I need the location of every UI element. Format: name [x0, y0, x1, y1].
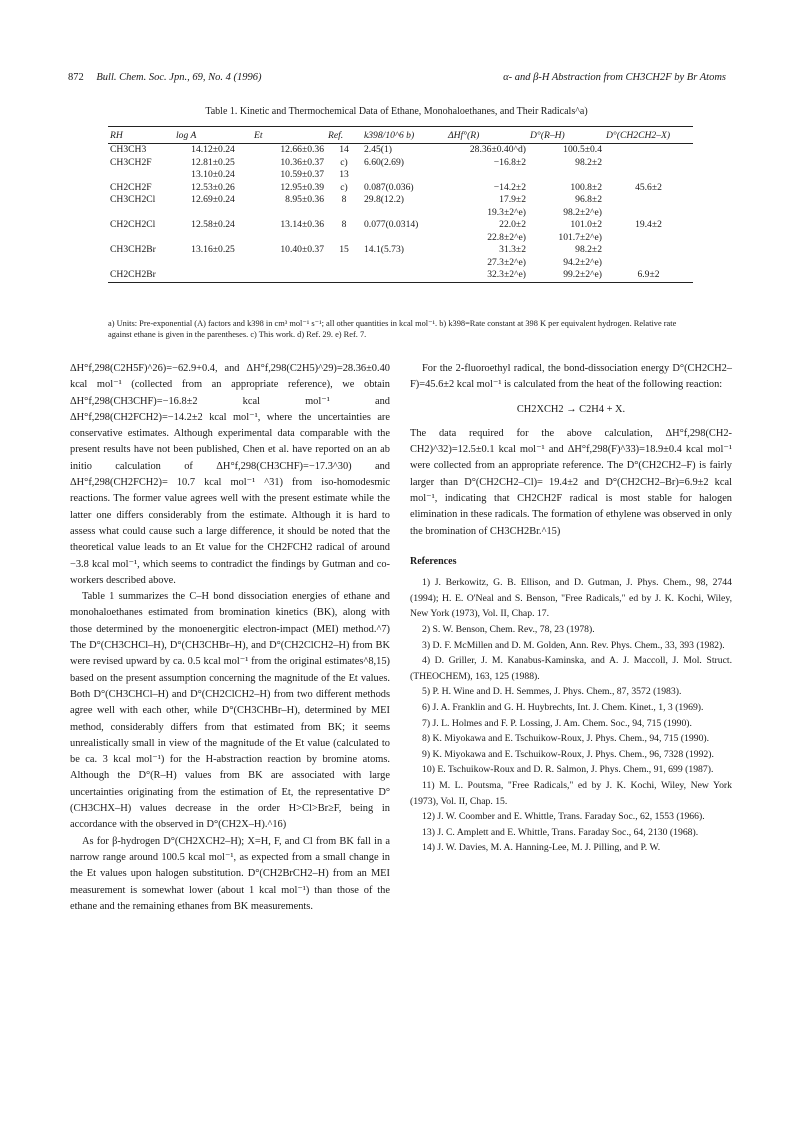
table-cell: 45.6±2: [635, 181, 662, 193]
table-cell: [174, 257, 252, 270]
table-cell: [604, 244, 693, 257]
table-header-row: [108, 127, 693, 144]
table-cell: 0.077(0.0314): [364, 219, 419, 230]
table-cell: 94.2±2^e): [563, 256, 602, 268]
reference-item: 7) J. L. Holmes and F. P. Lossing, J. Am. Chem. Soc., 94, 715 (1990).: [422, 717, 692, 729]
table-cell: [528, 169, 604, 182]
table-row: [108, 194, 693, 207]
table-cell: [604, 144, 693, 157]
reference-item: 13) J. C. Amplett and E. Whittle, Trans. Faraday Soc., 64, 2130 (1968).: [422, 826, 699, 838]
reference-item: 9) K. Miyokawa and E. Tschuikow-Roux, J. Phys. Chem., 96, 7328 (1992).: [422, 748, 714, 760]
table-cell: 10.59±0.37: [280, 169, 324, 180]
table-cell: [362, 257, 446, 270]
table-cell: [108, 169, 174, 182]
table-cell: 28.36±0.40^d): [469, 144, 526, 155]
table-cell: [252, 257, 326, 270]
table-cell: [362, 169, 446, 182]
table-cell: 13.16±0.25: [191, 244, 235, 255]
table-row: [108, 269, 693, 282]
table-cell: [252, 269, 326, 282]
table-cell: 100.5±0.4: [563, 144, 602, 155]
table-cell: 101.7±2^e): [558, 231, 602, 243]
table-cell: [362, 232, 446, 245]
table-cell: 10.36±0.37: [280, 156, 324, 168]
table-cell: 17.9±2: [499, 194, 526, 205]
table-cell: 6.9±2: [604, 269, 693, 282]
table-cell: 100.8±2: [570, 181, 602, 193]
table-cell: [604, 157, 693, 170]
table-cell: [174, 232, 252, 245]
table-cell: [326, 232, 362, 245]
references-heading: References: [410, 555, 457, 567]
left-paragraph-2: Table 1 summarizes the C–H bond dissociation energies of ethane and monohaloethanes estimated from bromination kinetics (BK), along with those determined by the monoenergitic electron-impact (MEI) method.^7) The D°(CH3CHCl–H), D°(CH3CHBr–H), and D°(CH2ClCH2–H) from BK were revised upward by ca. 0.5 kcal mol⁻¹ from the original estimates^8,15) based on the present assumption concerning the magnitude of the Et values. Both D°(CH3CHCl–H) and D°(CH2ClCH2–H) from two different methods agree well with each other, while D°(CH3CHBr–H), determined by MEI method, considerably differs from that estimated from BK; it seems unrealistically small in view of the magnitude of the Et value (calculated to be ca. 3 kcal mol⁻¹) for the H-abstraction reaction by bromine atoms. Although the D°(R–H) values from BK are associated with large uncertainties originating from the estimation of Et, the representative D°(CH3CHX–H) values decrease in the order H>Cl>Br≥F, being in accordance with the observed in D°(CH2X–H).^16): [70, 591, 390, 831]
table-row: [108, 244, 693, 257]
table-cell: CH2CH2Cl: [110, 219, 156, 230]
running-title: α- and β-H Abstraction from CH3CH2F by Br Atoms: [503, 72, 726, 83]
table-cell: 8: [341, 219, 347, 230]
reference-item: 5) P. H. Wine and D. H. Semmes, J. Phys. Chem., 87, 3572 (1983).: [422, 686, 682, 698]
running-header: [68, 72, 726, 83]
reference-item: 2) S. W. Benson, Chem. Rev., 78, 23 (1978).: [422, 624, 595, 636]
table-cell: [174, 269, 252, 282]
kinetic-data-table: [108, 126, 693, 283]
table-cell: [252, 232, 326, 245]
table-cell: 8: [341, 194, 347, 205]
table-cell: [108, 207, 174, 220]
table-cell: 19.3±2^e): [487, 206, 526, 218]
col-header-rh: RH: [108, 127, 174, 144]
table-cell: [108, 232, 174, 245]
table-cell: 10.40±0.37: [280, 244, 324, 255]
table-cell: 22.8±2^e): [487, 231, 526, 243]
table-cell: 8.95±0.36: [285, 194, 324, 205]
table-cell: [604, 169, 693, 182]
table-cell: 12.58±0.24: [191, 219, 235, 230]
col-header-d-ch2ch2x: D°(CH2CH2–X): [604, 127, 693, 144]
table-cell: 13.10±0.24: [191, 169, 235, 180]
table-cell: −16.8±2: [493, 156, 526, 168]
table-cell: 27.3±2^e): [487, 256, 526, 268]
references-list: [410, 575, 732, 856]
table-cell: c): [340, 156, 348, 168]
table-cell: CH3CH3: [110, 144, 147, 155]
table-cell: 98.2±2^e): [563, 206, 602, 218]
table-cell: CH2CH2F: [110, 181, 152, 193]
table-cell: 98.2±2: [575, 156, 602, 168]
table-cell: [252, 207, 326, 220]
table-cell: 19.4±2: [635, 219, 662, 230]
table-cell: 22.0±2: [499, 219, 526, 230]
table-cell: [604, 257, 693, 270]
table-cell: 6.60(2.69): [364, 156, 404, 168]
table-row: [108, 144, 693, 157]
table-cell: [326, 207, 362, 220]
reference-item: 10) E. Tschuikow-Roux and D. R. Salmon, J. Phys. Chem., 91, 699 (1987).: [422, 764, 714, 776]
table-cell: [326, 257, 362, 270]
table-cell: 12.95±0.39: [280, 181, 324, 193]
table-cell: −14.2±2: [493, 181, 526, 193]
table-cell: 96.8±2: [575, 194, 602, 205]
table-row: [108, 207, 693, 220]
table-cell: [174, 207, 252, 220]
table-footnote: a) Units: Pre-exponential (A) factors and k398 in cm³ mol⁻¹ s⁻¹; all other quantities in kcal mol⁻¹. b) k398=Rate constant at 398 K per equivalent hydrogen. Relative rate against ethane is given in the parentheses. c) This work. d) Ref. 29. e) Ref. 7.: [108, 319, 677, 339]
table-cell: [362, 269, 446, 282]
left-paragraph-1: ΔH°f,298(C2H5F)^26)=−62.9+0.4, and ΔH°f,298(C2H5)^29)=28.36±0.40 kcal mol⁻¹ (collected from an appropriate reference), we obtain ΔH°f,298(CH3CHF)=−16.8±2 kcal mol⁻¹ and ΔH°f,298(CH2FCH2)=−14.2±2 kcal mol⁻¹, where the uncertainties are conservative estimates. Although experimental data comparable with the present results have not been published, Chen et al. have reported on an ab initio calculation of ΔH°f,298(CH3CHF)=−17.3^30) and ΔH°f,298(CH2FCH2)= 10.7 kcal mol⁻¹ ^31) from iso-homodesmic reactions. The former value agrees well with the present estimate while the latter one differs considerably from the estimate. Although it is hard to assess what could cause such a large difference, it should be noted that the theoretical value leads to an Et value for the CH2FCH2 radical of around −3.8 kcal mol⁻¹, which seems to contradict the findings by Gutman and co-workers described above.: [70, 363, 390, 586]
left-column: [70, 361, 390, 915]
table-row: [108, 219, 693, 232]
table-cell: 29.8(12.2): [364, 194, 404, 205]
table-row: [108, 232, 693, 245]
table-cell: [446, 169, 528, 182]
col-header-k398: k398/10^6 b): [362, 127, 446, 144]
col-header-dhf: ΔHf°(R): [446, 127, 528, 144]
reference-item: 4) D. Griller, J. M. Kanabus-Kaminska, and A. J. Maccoll, J. Mol. Struct. (THEOCHEM), 163, 125 (1988).: [410, 655, 732, 682]
table-cell: c): [340, 181, 348, 193]
table-cell: 15: [339, 244, 349, 255]
reference-item: 8) K. Miyokawa and E. Tschuikow-Roux, J. Phys. Chem., 94, 715 (1990).: [422, 733, 710, 745]
table-cell: [604, 207, 693, 220]
table-cell: CH3CH2Cl: [110, 194, 156, 205]
table-row: [108, 157, 693, 170]
reaction-equation: CH2XCH2 → C2H4 + X.: [516, 403, 626, 415]
table-row: [108, 182, 693, 195]
reference-item: 6) J. A. Franklin and G. H. Huybrechts, Int. J. Chem. Kinet., 1, 3 (1969).: [422, 702, 704, 714]
table-cell: [326, 269, 362, 282]
table-row: [108, 257, 693, 270]
table-cell: 31.3±2: [499, 244, 526, 255]
right-paragraph-2: The data required for the above calculation, ΔH°f,298(CH2-CH2)^32)=12.5±0.1 kcal mol⁻¹ and ΔH°f,298(F)^33)=18.9±0.4 kcal mol⁻¹ were collected from an appropriate reference. The D°(CH2CH2–F) is fairly larger than D°(CH2CH2–Cl)= 19.4±2 and D°(CH2CH2–Br)=6.9±2 kcal mol⁻¹, indicating that CH2CH2F radical is most stable for halogen elimination in these radicals. The formation of ethylene was observed in only the bromination of CH3CH2Br.^15): [410, 427, 732, 537]
table-cell: [604, 232, 693, 245]
table-cell: CH3CH2Br: [110, 244, 156, 255]
table-cell: 32.3±2^e): [446, 269, 528, 282]
table-cell: 98.2±2: [575, 244, 602, 255]
table-cell: 0.087(0.036): [364, 181, 414, 193]
col-header-ref: Ref.: [326, 127, 362, 144]
table-cell: [362, 207, 446, 220]
table-cell: [108, 257, 174, 270]
reference-item: 12) J. W. Coomber and E. Whittle, Trans. Faraday Soc., 62, 1553 (1966).: [422, 811, 705, 823]
col-header-log-a: log A: [174, 127, 252, 144]
table-cell: 12.53±0.26: [191, 181, 235, 193]
right-paragraph-1: For the 2-fluoroethyl radical, the bond-dissociation energy D°(CH2CH2–F)=45.6±2 kcal mol⁻¹ is calculated from the heat of the following reaction:: [410, 363, 732, 391]
table-cell: 12.69±0.24: [191, 194, 235, 205]
table-cell: CH2CH2Br: [108, 269, 174, 282]
table-cell: 12.66±0.36: [280, 144, 324, 155]
table-body: [108, 144, 693, 283]
right-column: [410, 361, 732, 856]
table-cell: 99.2±2^e): [528, 269, 604, 282]
table-cell: 14.1(5.73): [364, 244, 404, 255]
table-cell: CH3CH2F: [110, 156, 152, 168]
col-header-d-rh: D°(R–H): [528, 127, 604, 144]
reference-item: 11) M. L. Poutsma, "Free Radicals," ed by J. K. Kochi, Wiley, New York (1973), Vol. II, Chap. 15.: [410, 779, 732, 807]
table-row: [108, 169, 693, 182]
table-cell: 101.0±2: [570, 219, 602, 230]
journal-citation: Bull. Chem. Soc. Jpn., 69, No. 4 (1996): [96, 72, 262, 83]
left-paragraph-3: As for β-hydrogen D°(CH2XCH2–H); X=H, F, and Cl from BK fall in a narrow range around 100.5 kcal mol⁻¹, as expected from a small change in the Et values upon halogen substitution. D°(CH2BrCH2–H) from an MEI measurement is somewhat lower (about 1 kcal mol⁻¹) than those of the ethane and the remaining ethanes from BK measurements.: [70, 835, 390, 912]
reference-item: 1) J. Berkowitz, G. B. Ellison, and D. Gutman, J. Phys. Chem., 98, 2744 (1994); H. E. O'Neal and S. Benson, "Free Radicals," ed by J. K. Kochi, Wiley, New York (1973), Vol. II, Chap. 17.: [410, 577, 732, 620]
table-cell: 12.81±0.25: [191, 156, 235, 168]
col-header-et: Et: [252, 127, 326, 144]
table-cell: 13: [339, 169, 349, 180]
reference-item: 3) D. F. McMillen and D. M. Golden, Ann. Rev. Phys. Chem., 33, 393 (1982).: [422, 639, 725, 651]
page-number: 872: [68, 72, 84, 83]
table-cell: 14.12±0.24: [191, 144, 235, 155]
table-caption: Table 1. Kinetic and Thermochemical Data of Ethane, Monohaloethanes, and Their Radicals^a): [205, 106, 588, 117]
table-cell: 2.45(1): [364, 144, 392, 155]
table-cell: 14: [339, 144, 349, 155]
reference-item: 14) J. W. Davies, M. A. Hanning-Lee, M. J. Pilling, and P. W.: [422, 842, 661, 854]
table-cell: 13.14±0.36: [280, 219, 324, 230]
table-cell: [604, 194, 693, 207]
